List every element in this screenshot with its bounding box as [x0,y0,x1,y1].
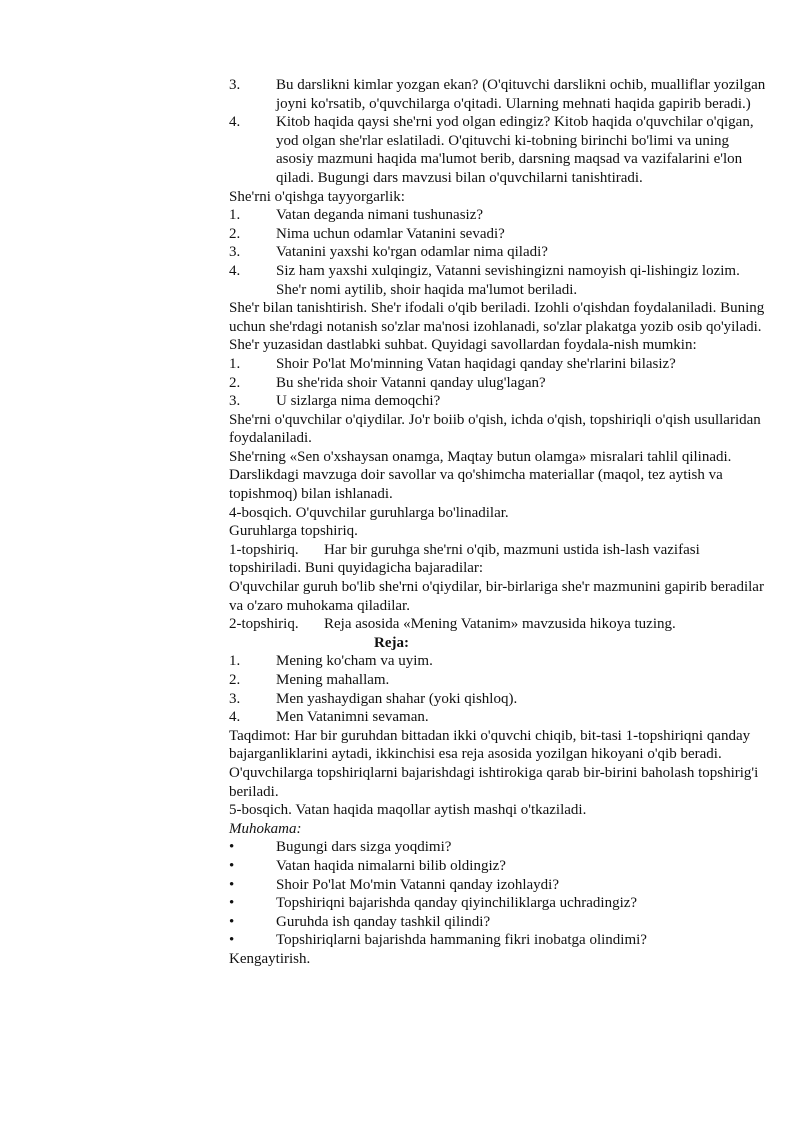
item-text: Mening ko'cham va uyim. [276,653,433,670]
item-text: Men Vatanimni sevaman. [276,709,429,726]
task-2-label: 2-topshiriq. [229,616,299,633]
item-number: 2. [229,374,241,391]
list-item [229,113,769,187]
reading-paragraph: She'rni o'quvchilar o'qiydilar. Jo'r boiib o'qish, ichda o'qish, topshiriqli o'qish usullaridan foydalaniladi. [229,411,761,447]
item-text: Men yashaydigan shahar (yoki qishloq). [276,690,518,707]
task-1 [229,541,769,578]
list-item [229,374,769,393]
group-tasks-heading: Guruhlarga topshiriq. [229,523,358,540]
assessment-paragraph: O'quvchilarga topshiriqlarni bajarishdagi ishtirokiga qarab bir-birini baholash topshirig'i beriladi. [229,764,759,800]
analysis-paragraph: She'rning «Sen o'xshaysan onamga, Maqtay butun olamga» misralari tahlil qilinadi. [229,448,732,465]
item-text: Topshiriqni bajarishda qanday qiyinchiliklarga uchradingiz? [276,895,638,912]
list-item [229,690,769,709]
item-number: 3. [229,690,241,707]
list-item [229,225,769,244]
plan-heading: Reja: [374,634,409,651]
item-text: Siz ham yaxshi xulqingiz, Vatanni sevishingizni namoyish qi-lishingiz lozim. She'r nomi aytilib, shoir haqida ma'lumot beriladi. [276,262,740,298]
item-text: Vatanini yaxshi ko'rgan odamlar nima qiladi? [276,244,548,261]
bullet-item [229,838,769,857]
list-item [229,262,769,299]
textbook-paragraph: Darslikdagi mavzuga doir savollar va qo'shimcha materiallar (maqol, tez aytish va topishmoq) bilan ishlanadi. [229,467,723,503]
bullet: • [229,932,235,949]
item-text: Vatan deganda nimani tushunasiz? [276,207,484,224]
item-number: 1. [229,653,241,670]
list-item [229,392,769,411]
item-text: Bu she'rida shoir Vatanni qanday ulug'lagan? [276,374,546,391]
bullet-item [229,894,769,913]
task-1-detail: O'quvchilar guruh bo'lib she'rni o'qiydilar, bir-birlariga she'r mazmunini gapirib beradilar va o'zaro muhokama qiladilar. [229,579,764,614]
list-item [229,671,769,690]
list-item [229,355,769,374]
item-text: Kitob haqida qaysi she'rni yod olgan edingiz? Kitob haqida o'quvchilar o'qigan, yod olgan she'rlar eslatiladi. O'qituvchi ki-tobning birinchi bo'limi va uning asosiy mazmuni haqida ma'lumot berib, darsning maqsad va vazifalarini e'lon qiladi. Bugungi dars mavzusi bilan o'quvchilarni tanishtiradi. [276,114,754,186]
prep-heading: She'rni o'qishga tayyorgarlik: [229,188,405,205]
item-text: Vatan haqida nimalarni bilib oldingiz? [276,857,506,874]
task-1-label: 1-topshiriq. [229,541,299,558]
item-number: 2. [229,672,241,688]
item-number: 3. [229,77,241,93]
item-text: Guruhda ish qanday tashkil qilindi? [276,913,491,930]
bullet: • [229,839,235,856]
bullet-item [229,931,769,950]
task-1-text: Har bir guruhga she'rni o'qib, mazmuni ustida ish-lash vazifasi topshiriladi. Buni quyidagicha bajaradilar: [229,541,700,577]
list-item [229,243,769,262]
item-number: 1. [229,355,241,372]
bullet: • [229,913,235,930]
bullet-item [229,857,769,876]
item-number: 4. [229,114,241,131]
item-number: 3. [229,393,241,410]
item-text: U sizlarga nima demoqchi? [276,393,441,410]
bullet: • [229,876,235,893]
bullet: • [229,895,235,912]
item-number: 3. [229,244,241,261]
item-number: 4. [229,262,241,279]
item-text: Mening mahallam. [276,672,390,688]
document-page [229,76,769,969]
presentation-paragraph: Taqdimot: Har bir guruhdan bittadan ikki o'quvchi chiqib, bit-tasi 1-topshiriqni qanday bajarganliklarini aytadi, ikkinchisi esa reja asosida yozilgan hikoyani o'qib beradi. [229,727,751,763]
closing-text: Kengaytirish. [229,950,311,967]
item-text: Shoir Po'lat Mo'min Vatanni qanday izohlaydi? [276,876,560,893]
item-text: Shoir Po'lat Mo'minning Vatan haqidagi qanday she'rlarini bilasiz? [276,355,676,372]
stage-4-heading: 4-bosqich. O'quvchilar guruhlarga bo'linadilar. [229,504,509,521]
bullet-item [229,876,769,895]
item-text: Bu darslikni kimlar yozgan ekan? (O'qituvchi darslikni ochib, mualliflar yozilgan joyni ko'rsatib, o'quvchilarga o'qitadi. Ularning mehnati haqida gapirib beradi.) [276,77,766,112]
item-text: Topshiriqlarni bajarishda hammaning fikri inobatga olindimi? [276,932,647,949]
list-item [229,708,769,727]
item-number: 2. [229,225,241,242]
bullet-item [229,913,769,932]
item-text: Nima uchun odamlar Vatanini sevadi? [276,225,505,242]
task-2-text: Reja asosida «Mening Vatanim» mavzusida hikoya tuzing. [324,616,676,633]
list-item [229,206,769,225]
discussion-heading: She'r yuzasidan dastlabki suhbat. Quyidagi savollardan foydala-nish mumkin: [229,337,697,354]
list-item [229,76,769,113]
bullet: • [229,857,235,874]
stage-5-heading: 5-bosqich. Vatan haqida maqollar aytish mashqi o'tkaziladi. [229,802,587,819]
item-number: 4. [229,709,241,726]
discussion-label: Muhokama: [229,820,302,837]
list-item [229,652,769,671]
task-2 [229,615,769,634]
item-text: Bugungi dars sizga yoqdimi? [276,839,452,856]
intro-paragraph: She'r bilan tanishtirish. She'r ifodali o'qib beriladi. Izohli o'qishdan foydalaniladi. Buning uchun she'rdagi notanish so'zlar ma'nosi izohlanadi, so'zlar plakatga yozib osib qo'yiladi. [229,300,765,335]
item-number: 1. [229,207,241,224]
